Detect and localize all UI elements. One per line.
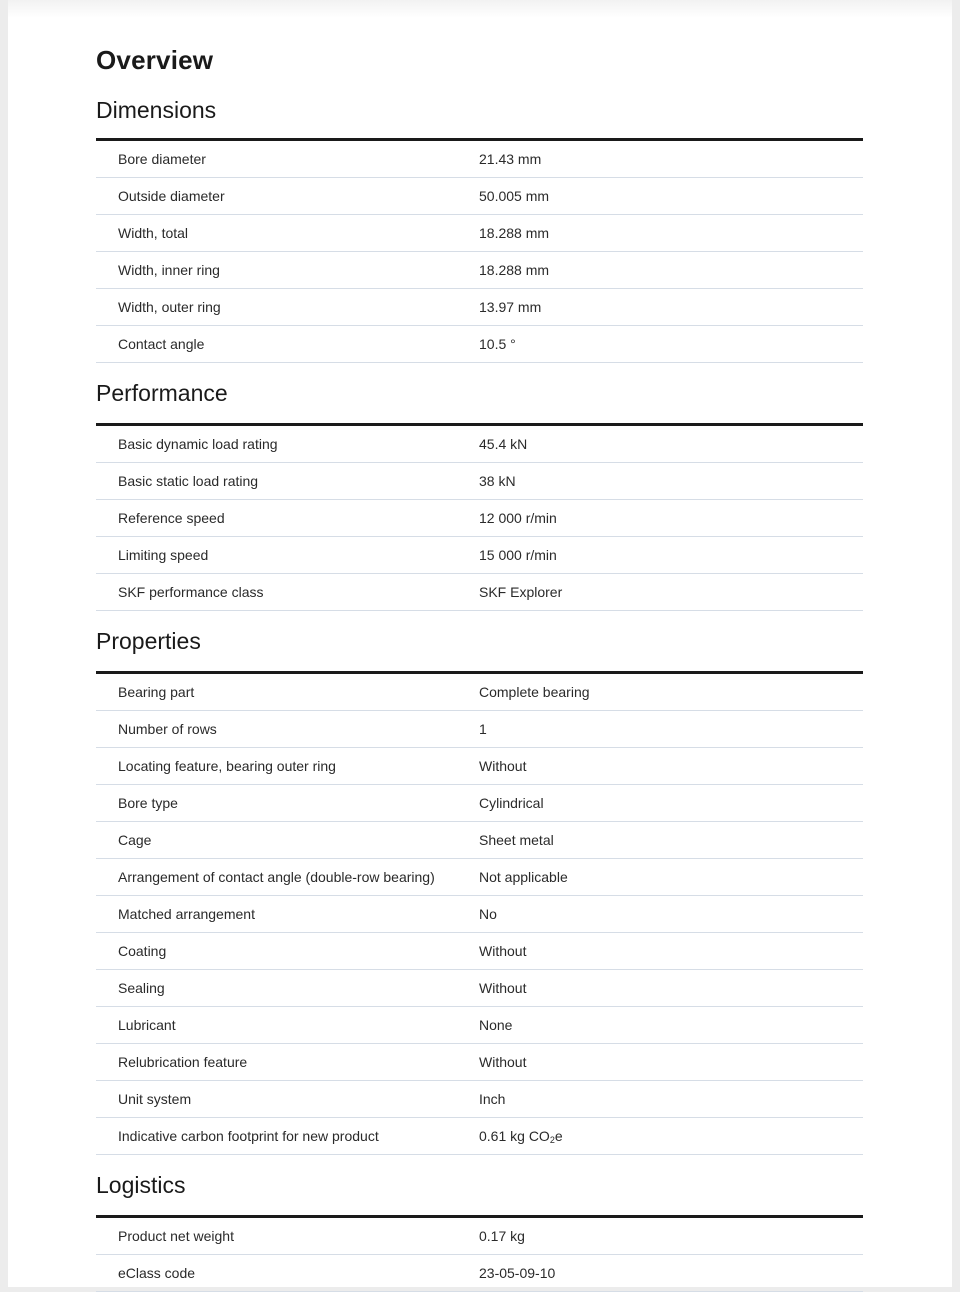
row-value-text: 50.005 mm [479,188,550,204]
row-value-text: None [479,1017,513,1033]
row-value-text: 21.43 mm [479,151,542,167]
page-title: Overview [96,45,214,75]
row-value [479,262,863,278]
row-value [479,721,863,737]
row-value-text: No [479,906,497,922]
table-row [96,674,863,711]
table-row [96,289,863,326]
section-title: Logistics [96,1172,186,1198]
spec-table [96,1215,863,1292]
row-value [479,151,863,167]
table-row [96,1007,863,1044]
row-label: Arrangement of contact angle (double-row bearing) [118,869,435,885]
table-row [96,896,863,933]
row-value [479,336,863,352]
row-label: Limiting speed [118,547,209,563]
row-label: Locating feature, bearing outer ring [118,758,336,774]
row-value-subscript: 2 [549,1134,555,1145]
row-label: Basic dynamic load rating [118,436,278,452]
row-label: Bearing part [118,684,195,700]
row-label: Number of rows [118,721,217,737]
row-value [479,1054,863,1070]
row-value [479,473,863,489]
row-label: Lubricant [118,1017,176,1033]
table-row [96,711,863,748]
row-value [479,869,863,885]
table-row [96,574,863,611]
row-value-text: Inch [479,1091,506,1107]
table-row [96,252,863,289]
row-value-text: 23-05-09-10 [479,1265,556,1281]
row-value [479,584,863,600]
row-value-text: Without [479,758,527,774]
row-label: Product net weight [118,1228,234,1244]
row-label: Outside diameter [118,188,225,204]
row-label: Unit system [118,1091,192,1107]
row-value [479,188,863,204]
row-label: eClass code [118,1265,196,1281]
row-label: Basic static load rating [118,473,259,489]
row-value [479,1128,863,1145]
table-row [96,1255,863,1292]
section-dimensions [96,80,863,363]
row-label: SKF performance class [118,584,264,600]
row-value-text: Sheet metal [479,832,554,848]
table-row [96,859,863,896]
row-value [479,758,863,774]
row-value-text: 12 000 r/min [479,510,557,526]
row-value-text: Without [479,980,527,996]
row-value-text: Complete bearing [479,684,590,700]
row-value [479,943,863,959]
spec-table [96,423,863,611]
row-value [479,980,863,996]
table-row [96,1081,863,1118]
table-row [96,141,863,178]
row-value-text: Without [479,1054,527,1070]
table-row [96,178,863,215]
row-value-text: 45.4 kN [479,436,528,452]
row-value [479,436,863,452]
row-value-text: 0.61 kg CO [479,1127,550,1144]
table-row [96,1218,863,1255]
section-title: Dimensions [96,97,217,123]
row-value-text: 38 kN [479,473,516,489]
row-value [479,1017,863,1033]
row-label: Matched arrangement [118,906,255,922]
row-value-text: 15 000 r/min [479,547,557,563]
row-label: Reference speed [118,510,225,526]
table-row [96,1118,863,1155]
table-row [96,1044,863,1081]
row-label: Indicative carbon footprint for new product [118,1128,379,1144]
page [8,0,952,1287]
row-label: Coating [118,943,167,959]
table-row [96,426,863,463]
row-value-text: 13.97 mm [479,299,542,315]
table-row [96,970,863,1007]
row-label: Sealing [118,980,165,996]
section-performance [96,363,863,611]
row-label: Relubrication feature [118,1054,248,1070]
row-value [479,795,863,811]
row-label: Cage [118,832,152,848]
row-value [479,1228,863,1244]
row-value [479,684,863,700]
table-row [96,463,863,500]
section-logistics [96,1155,863,1292]
row-value-suffix: e [554,1127,563,1144]
spec-table [96,138,863,363]
row-value-text: 18.288 mm [479,225,550,241]
row-value [479,510,863,526]
row-value-text: 18.288 mm [479,262,550,278]
row-value-text: SKF Explorer [479,584,563,600]
section-title: Performance [96,380,228,406]
row-label: Contact angle [118,336,205,352]
overview-content [96,40,863,1292]
table-row [96,933,863,970]
section-title: Properties [96,628,201,654]
row-value-text: Cylindrical [479,795,544,811]
section-properties [96,611,863,1155]
row-label: Bore type [118,795,178,811]
row-value-text: Without [479,943,527,959]
row-value-text: 0.17 kg [479,1228,525,1244]
row-value [479,1091,863,1107]
row-value [479,832,863,848]
row-label: Width, inner ring [118,262,220,278]
table-row [96,215,863,252]
row-label: Width, outer ring [118,299,221,315]
spec-table [96,671,863,1155]
row-value [479,1265,863,1281]
row-value-text: 1 [479,721,487,737]
top-bar [8,0,952,18]
row-value [479,547,863,563]
row-value-text: 10.5 ° [479,336,516,352]
row-label: Bore diameter [118,151,206,167]
table-row [96,537,863,574]
table-row [96,326,863,363]
row-value [479,906,863,922]
table-row [96,822,863,859]
row-value-text: Not applicable [479,869,568,885]
row-value [479,299,863,315]
table-row [96,748,863,785]
sections-container [96,80,863,1292]
row-value [479,225,863,241]
table-row [96,785,863,822]
row-label: Width, total [118,225,189,241]
table-row [96,500,863,537]
